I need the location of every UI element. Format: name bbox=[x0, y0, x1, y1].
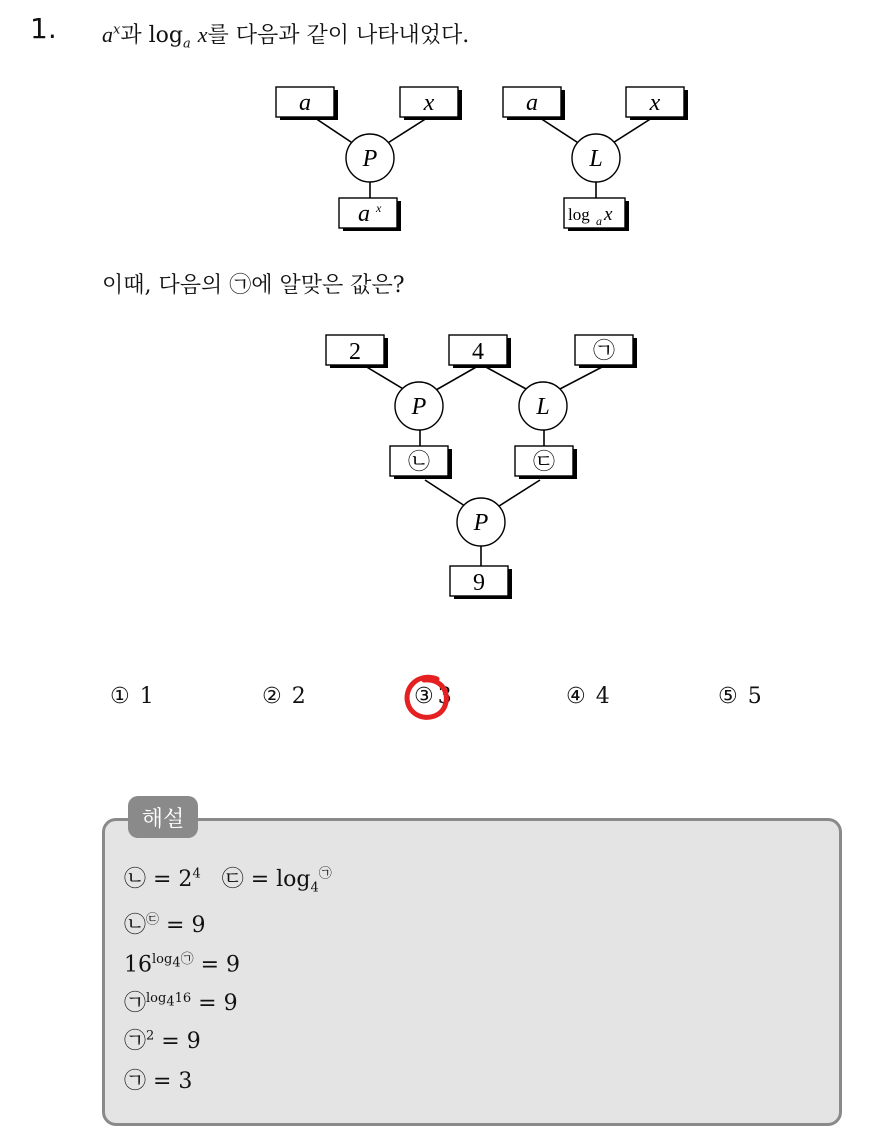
solution-line-1: ㉡ = $2^4$ ㉢ = $\log_4^㉠$ bbox=[124, 866, 332, 896]
problem-node-left: P bbox=[411, 394, 427, 420]
choice-5-mark: ⑤ bbox=[718, 684, 738, 709]
p-node: P bbox=[362, 146, 378, 172]
question-number: 1. bbox=[30, 12, 57, 45]
choice-3-value: 3 bbox=[437, 684, 452, 709]
l-input-x: x bbox=[649, 90, 661, 116]
answer-choices bbox=[0, 684, 884, 714]
choice-3-mark: ③ bbox=[414, 684, 434, 709]
prompt-end: 를 다음과 같이 나타내었다. bbox=[207, 23, 470, 48]
solution-line-2: ㉡㉢ = 9 bbox=[124, 912, 206, 938]
problem-input-4: 4 bbox=[472, 339, 484, 365]
choice-1-value: 1 bbox=[139, 684, 154, 709]
p-output-base: a bbox=[358, 201, 370, 227]
prompt-tail: 과 log bbox=[120, 23, 183, 48]
choice-2-mark: ② bbox=[262, 684, 282, 709]
solution-label: 해설 bbox=[128, 796, 198, 838]
p-input-a: a bbox=[299, 90, 311, 116]
problem-mid-left: ㉡ bbox=[407, 450, 431, 475]
p-input-x: x bbox=[423, 90, 435, 116]
sub-question: 이때, 다음의 ㉠에 알맞은 값은? bbox=[102, 273, 405, 298]
solution-line-4: ㉠$^{log_416}$ = 9 bbox=[124, 990, 238, 1016]
question-prompt: $a^x$과 $\log_a x$를 다음과 같이 나타내었다. bbox=[102, 22, 470, 52]
choice-4[interactable] bbox=[566, 684, 610, 709]
solution-line-5: ㉠$^2$ = 9 bbox=[124, 1028, 201, 1054]
problem-input-giyeok: ㉠ bbox=[592, 339, 616, 364]
problem-mid-right: ㉢ bbox=[532, 450, 556, 475]
choice-3[interactable] bbox=[414, 684, 452, 709]
l-output-sub: a bbox=[596, 214, 602, 228]
choice-1[interactable] bbox=[110, 684, 154, 709]
choice-2[interactable] bbox=[262, 684, 306, 709]
solution-line-6: ㉠ = 3 bbox=[124, 1069, 193, 1094]
choice-2-value: 2 bbox=[291, 684, 306, 709]
l-output-arg: x bbox=[604, 204, 613, 225]
choice-5[interactable] bbox=[718, 684, 762, 709]
l-input-a: a bbox=[526, 90, 538, 116]
problem-node-right: L bbox=[536, 394, 550, 420]
p-output-exp: x bbox=[376, 201, 382, 215]
problem-output: 9 bbox=[473, 570, 485, 596]
problem-input-2: 2 bbox=[349, 339, 361, 365]
choice-1-mark: ① bbox=[110, 684, 130, 709]
solution-line-3: $16^{log_4㉠} = 9$ bbox=[124, 952, 241, 978]
choice-4-value: 4 bbox=[595, 684, 610, 709]
problem-node-bottom: P bbox=[473, 510, 489, 536]
l-output-log: log bbox=[568, 205, 590, 224]
choice-5-value: 5 bbox=[747, 684, 762, 709]
l-node: L bbox=[589, 146, 603, 172]
choice-4-mark: ④ bbox=[566, 684, 586, 709]
